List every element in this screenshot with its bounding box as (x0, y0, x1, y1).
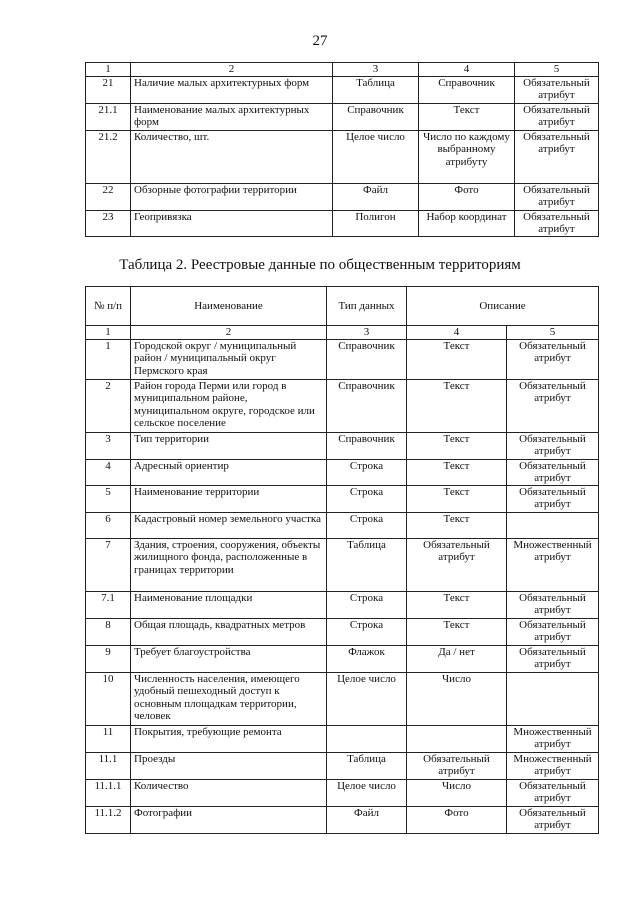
table-cell: Текст (419, 103, 515, 130)
table-cell: Обязательный атрибут (507, 645, 599, 672)
table-cell: 21.1 (86, 103, 131, 130)
column-index-cell: 1 (86, 326, 131, 340)
table-row (86, 645, 599, 672)
header-type: Тип данных (327, 287, 407, 326)
table-cell: Строка (327, 618, 407, 645)
table-row (86, 806, 599, 833)
table-cell: 5 (86, 485, 131, 512)
table-cell: 23 (86, 210, 131, 236)
table-cell: 8 (86, 618, 131, 645)
column-index-row (86, 326, 599, 340)
table-cell: 7.1 (86, 591, 131, 618)
table-cell: Текст (407, 512, 507, 538)
table-cell: Множественный атрибут (507, 752, 599, 779)
table-row (86, 752, 599, 779)
table-cell: Текст (407, 432, 507, 459)
column-index-cell: 5 (507, 326, 599, 340)
table-cell: Обязательный атрибут (407, 538, 507, 591)
table-cell: Городской округ / муниципальный район / муниципальный округ Пермского края (131, 339, 327, 379)
table-cell: Флажок (327, 645, 407, 672)
table-cell: Требует благоустройства (131, 645, 327, 672)
table-cell: 9 (86, 645, 131, 672)
table-cell: 7 (86, 538, 131, 591)
table-cell: 22 (86, 183, 131, 210)
table-cell: Целое число (327, 672, 407, 725)
table-cell: Число (407, 779, 507, 806)
table-cell: Целое число (333, 130, 419, 183)
column-index-cell: 3 (333, 63, 419, 77)
table-cell: Множественный атрибут (507, 725, 599, 752)
table-cell: 6 (86, 512, 131, 538)
table-row (86, 210, 599, 236)
table-cell: Текст (407, 485, 507, 512)
table-cell: 4 (86, 459, 131, 485)
column-index-cell: 2 (131, 63, 333, 77)
table-cell: Покрытия, требующие ремонта (131, 725, 327, 752)
table-cell: Район города Перми или город в муниципальном районе, муниципальном округе, городское или сельское поселение (131, 379, 327, 432)
table-row (86, 339, 599, 379)
table-cell: Фото (407, 806, 507, 833)
table-row (86, 779, 599, 806)
column-index-cell: 2 (131, 326, 327, 340)
table-cell: 11.1 (86, 752, 131, 779)
table-cell (507, 512, 599, 538)
table-cell: Файл (333, 183, 419, 210)
table-cell: Справочник (327, 432, 407, 459)
table-cell: Обязательный атрибут (507, 806, 599, 833)
table-cell: Набор координат (419, 210, 515, 236)
table-cell: Обязательный атрибут (507, 485, 599, 512)
table-cell: Обязательный атрибут (507, 379, 599, 432)
table-cell: 11.1.2 (86, 806, 131, 833)
table-cell: Полигон (333, 210, 419, 236)
table-cell: Число по каждому выбранному атрибуту (419, 130, 515, 183)
table-row (86, 459, 599, 485)
table-cell: 21 (86, 76, 131, 103)
table-cell: Обязательный атрибут (507, 591, 599, 618)
table-cell: Кадастровый номер земельного участка (131, 512, 327, 538)
header-desc: Описание (407, 287, 599, 326)
page-number: 27 (312, 33, 328, 49)
table-row (86, 512, 599, 538)
table-cell: Целое число (327, 779, 407, 806)
column-index-cell: 3 (327, 326, 407, 340)
table-cell: Множественный атрибут (507, 538, 599, 591)
table-cell: Текст (407, 459, 507, 485)
table1-body (86, 63, 599, 237)
header-name: Наименование (131, 287, 327, 326)
table-cell: Текст (407, 591, 507, 618)
table-cell: Обязательный атрибут (515, 76, 599, 103)
table-cell: 11 (86, 725, 131, 752)
column-index-cell: 5 (515, 63, 599, 77)
table-cell: Строка (327, 512, 407, 538)
table-cell: Справочник (327, 339, 407, 379)
table-cell: Строка (327, 485, 407, 512)
column-index-row (86, 63, 599, 77)
table-cell: Обязательный атрибут (515, 210, 599, 236)
table-cell: Справочник (333, 103, 419, 130)
table-cell: Численность населения, имеющего удобный пешеходный доступ к основным площадкам территории, человек (131, 672, 327, 725)
column-index-cell: 4 (407, 326, 507, 340)
table-cell: Геопривязка (131, 210, 333, 236)
column-index-cell: 1 (86, 63, 131, 77)
table-cell: 21.2 (86, 130, 131, 183)
table-cell: Количество, шт. (131, 130, 333, 183)
table-cell: Наименование малых архитектурных форм (131, 103, 333, 130)
table-cell: Здания, строения, сооружения, объекты жилищного фонда, расположенные в границах территории (131, 538, 327, 591)
table-cell: Наличие малых архитектурных форм (131, 76, 333, 103)
table-cell: Да / нет (407, 645, 507, 672)
table-cell: Обязательный атрибут (507, 459, 599, 485)
table-cell: Обязательный атрибут (507, 779, 599, 806)
table-cell: Обязательный атрибут (515, 183, 599, 210)
table-cell: Количество (131, 779, 327, 806)
table-cell: Текст (407, 618, 507, 645)
table-row (86, 76, 599, 103)
table-row (86, 432, 599, 459)
table-cell: 10 (86, 672, 131, 725)
table-cell: Тип территории (131, 432, 327, 459)
table-row (86, 103, 599, 130)
table-row (86, 618, 599, 645)
table-cell: Текст (407, 379, 507, 432)
header-num: № п/п (86, 287, 131, 326)
column-index-cell: 4 (419, 63, 515, 77)
registry-data-table (85, 286, 599, 834)
table-cell: Проезды (131, 752, 327, 779)
table-cell: Обязательный атрибут (515, 130, 599, 183)
table-cell: Наименование площадки (131, 591, 327, 618)
table-cell: 11.1.1 (86, 779, 131, 806)
table-cell: Общая площадь, квадратных метров (131, 618, 327, 645)
table2-caption: Таблица 2. Реестровые данные по общественным территориям (119, 257, 521, 273)
table-row (86, 725, 599, 752)
table-cell (507, 672, 599, 725)
table-cell: Таблица (333, 76, 419, 103)
table-cell: Фото (419, 183, 515, 210)
table-cell: Число (407, 672, 507, 725)
table-cell: Обязательный атрибут (507, 432, 599, 459)
table-row (86, 538, 599, 591)
table-cell: Обязательный атрибут (507, 339, 599, 379)
table-row (86, 591, 599, 618)
table-cell (407, 725, 507, 752)
table-row (86, 485, 599, 512)
table-row (86, 130, 599, 183)
table-cell: Таблица (327, 538, 407, 591)
table2-header-row (86, 287, 599, 326)
table-row (86, 379, 599, 432)
table-cell: Строка (327, 459, 407, 485)
table-cell: Справочник (419, 76, 515, 103)
table2-body (86, 326, 599, 834)
table-cell: Обязательный атрибут (515, 103, 599, 130)
table-cell: Текст (407, 339, 507, 379)
table-cell: Справочник (327, 379, 407, 432)
table-cell: Обязательный атрибут (407, 752, 507, 779)
table-cell: 1 (86, 339, 131, 379)
table-cell: 2 (86, 379, 131, 432)
table-cell: Адресный ориентир (131, 459, 327, 485)
table-cell: Обязательный атрибут (507, 618, 599, 645)
table-cell: 3 (86, 432, 131, 459)
table-cell: Наименование территории (131, 485, 327, 512)
table-cell: Файл (327, 806, 407, 833)
table-row (86, 183, 599, 210)
table-cell (327, 725, 407, 752)
attributes-table-continued (85, 62, 599, 237)
table-row (86, 672, 599, 725)
table-cell: Строка (327, 591, 407, 618)
table-cell: Обзорные фотографии территории (131, 183, 333, 210)
table-cell: Фотографии (131, 806, 327, 833)
table-cell: Таблица (327, 752, 407, 779)
